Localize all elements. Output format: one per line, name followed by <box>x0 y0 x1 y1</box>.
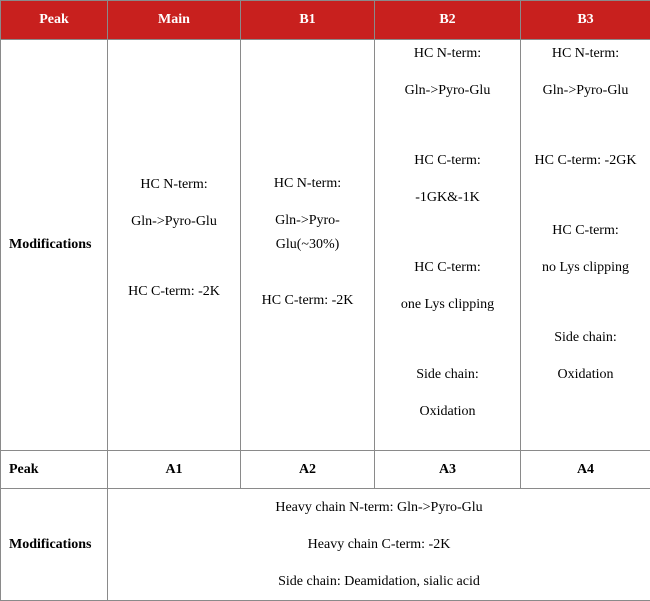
peak-a4: A4 <box>521 451 650 489</box>
cell-b3-line: HC N-term: <box>551 46 620 61</box>
header-b1: B1 <box>241 1 375 40</box>
cell-b3-line: Side chain: <box>554 330 617 345</box>
cell-main-line: HC N-term: <box>140 176 208 192</box>
cell-b1 <box>241 40 375 451</box>
cell-b3-line: Oxidation <box>557 367 614 382</box>
cell-a-shared <box>108 489 650 601</box>
cell-b2-line: Oxidation <box>419 404 476 419</box>
peak-label-a: Peak <box>1 451 108 489</box>
header-main: Main <box>108 1 241 40</box>
modifications-row-a <box>1 489 650 601</box>
cell-b2-line: HC C-term: <box>414 260 481 275</box>
cell-b1-line: HC C-term: -2K <box>261 292 354 308</box>
cell-b1-line: HC N-term: <box>273 175 342 191</box>
header-peak-label: Peak <box>1 1 108 40</box>
cell-b2-line: Gln->Pyro-Glu <box>404 83 491 98</box>
peak-a3: A3 <box>375 451 521 489</box>
cell-main-line: Gln->Pyro-Glu <box>131 213 217 229</box>
cell-a-line: Side chain: Deamidation, sialic acid <box>278 573 480 589</box>
cell-b2-line: HC N-term: <box>413 46 482 61</box>
modifications-row <box>1 40 650 451</box>
modifications-label: Modifications <box>1 40 108 451</box>
peak-a2: A2 <box>241 451 375 489</box>
cell-b1-line: Gln->Pyro- <box>275 212 340 228</box>
peak-a1: A1 <box>108 451 241 489</box>
cell-b3-line: HC C-term: <box>552 223 619 238</box>
header-b2: B2 <box>375 1 521 40</box>
cell-b1-line: Glu(~30%) <box>275 236 340 252</box>
header-row <box>1 1 650 40</box>
cell-a-line: Heavy chain N-term: Gln->Pyro-Glu <box>275 499 483 515</box>
cell-a-line: Heavy chain C-term: -2K <box>307 536 451 552</box>
cell-b2-line: HC C-term: <box>414 153 481 168</box>
cell-b3 <box>521 40 650 451</box>
cell-b2-line: -1GK&-1K <box>415 190 480 205</box>
cell-main <box>108 40 241 451</box>
cell-b3-line: HC C-term: -2GK <box>534 153 637 168</box>
modifications-label-a: Modifications <box>1 489 108 601</box>
cell-b2-line: one Lys clipping <box>400 297 495 312</box>
cell-b2-line: Side chain: <box>416 367 479 382</box>
cell-b2 <box>375 40 521 451</box>
cell-b3-line: Gln->Pyro-Glu <box>542 83 629 98</box>
cell-main-line: HC C-term: -2K <box>128 283 220 299</box>
cell-b3-line: no Lys clipping <box>541 260 630 275</box>
header-b3: B3 <box>521 1 650 40</box>
peak-row-a <box>1 451 650 489</box>
